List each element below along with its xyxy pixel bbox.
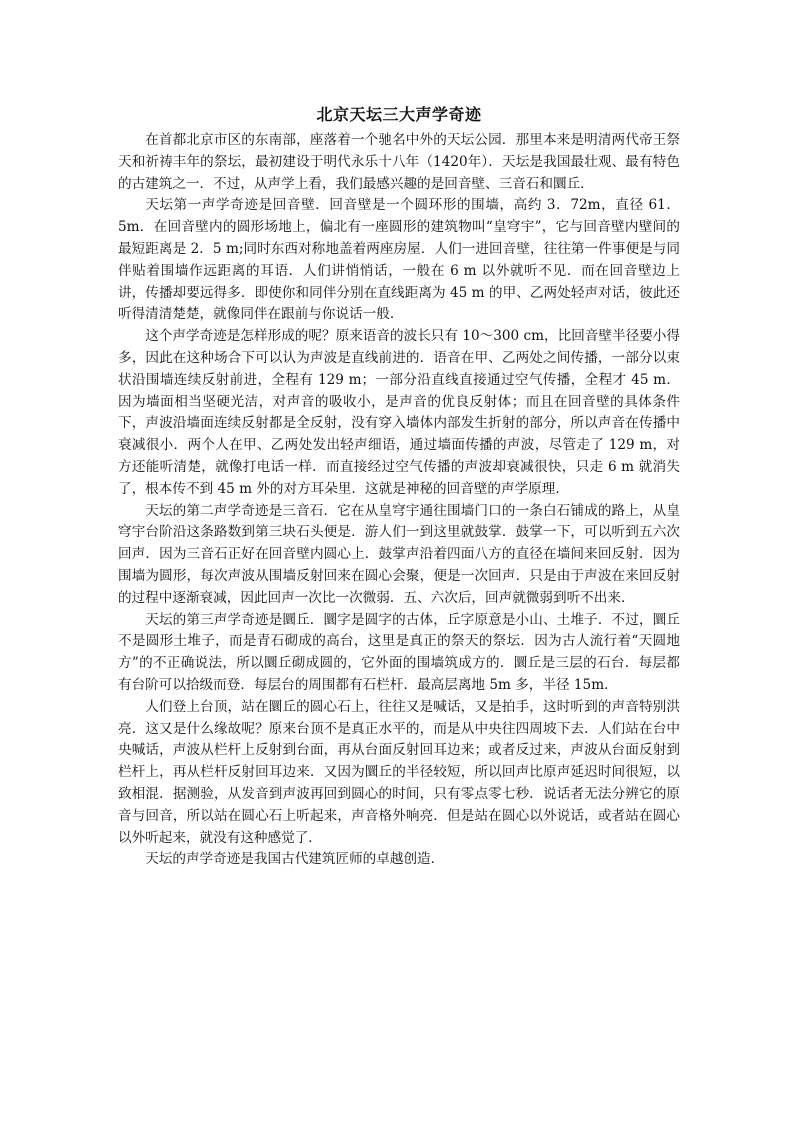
document-page: [118, 104, 680, 871]
paragraph-circular-mound-principle: 人们登上台顶，站在圜丘的圆心石上，往往又是喊话，又是拍手，这时听到的声音特别洪亮．这又是什么缘故呢？原来台顶不是真正水平的，而是从中央往四周坡下去．人们站在台中央喊话，声波从栏杆上反射到台面，再从台面反射回耳边来；或者反过来，声波从台面反射到栏杆上，再从栏杆反射回耳边来．又因为圜丘的半径较短，所以回声比原声延迟时间很短，以致相混．据测验，从发音到声波再回到圆心的时间，只有零点零七秒．说话者无法分辨它的原音与回音，所以站在圆心石上听起来，声音格外响亮．但是站在圆心以外说话，或者站在圆心以外听起来，就没有这种感觉了．: [118, 698, 680, 846]
paragraph-echo-wall-principle: 这个声学奇迹是怎样形成的呢？原来语音的波长只有 10～300 cm，比回音壁半径要小得多，因此在这种场合下可以认为声波是直线前进的．语音在甲、乙两处之间传播，一部分以束状沿围墙连续反射前进，全程有 129 m；一部分沿直线直接通过空气传播，全程才 45 m．因为墙面相当坚硬光洁，对声音的吸收小，是声音的优良反射体；而且在回音壁的具体条件下，声波沿墙面连续反射都是全反射，没有穿入墙体内部发生折射的部分，所以声音在传播中衰减很小．两个人在甲、乙两处发出轻声细语，通过墙面传播的声波，尽管走了 129 m，对方还能听清楚，就像打电话一样．而直接经过空气传播的声波却衰减很快，只走 6 m 就消失了，根本传不到 45 m 外的对方耳朵里．这就是神秘的回音壁的声学原理．: [118, 328, 680, 497]
paragraph-circular-mound: 天坛的第三声学奇迹是圜丘．圜字是圆字的古体，丘字原意是小山、土堆子．不过，圜丘不是圆形土堆子，而是青石砌成的高台，这里是真正的祭天的祭坛．因为古人流行着“天圆地方”的不正确说法，所以圜丘砌成圆的，它外面的围墙筑成方的．圜丘是三层的石台．每层都有台阶可以拾级而登．每层台的周围都有石栏杆．最高层离地 5m 多，半径 15m．: [118, 611, 680, 693]
paragraph-intro: 在首都北京市区的东南部，座落着一个驰名中外的天坛公园．那里本来是明清两代帝王祭天和祈祷丰年的祭坛，最初建设于明代永乐十八年（1420年）．天坛是我国最壮观、最有特色的古建筑之一．不过，从声学上看，我们最感兴趣的是回音壁、三音石和圜丘．: [118, 132, 680, 192]
paragraph-three-sound-stone: 天坛的第二声学奇迹是三音石．它在从皇穹宇通往围墙门口的一条白石铺成的路上，从皇穹宇台阶沿这条路数到第三块石头便是．游人们一到这里就鼓掌．鼓掌一下，可以听到五六次回声．因为三音石正好在回音壁内圆心上．鼓掌声沿着四面八方的直径在墙间来回反射．因为围墙为圆形，每次声波从围墙反射回来在圆心会聚，便是一次回声．只是由于声波在来回反射的过程中逐渐衰减，因此回声一次比一次微弱．五、六次后，回声就微弱到听不出来．: [118, 502, 680, 606]
paragraph-conclusion: 天坛的声学奇迹是我国古代建筑匠师的卓越创造．: [145, 851, 445, 868]
paragraph-echo-wall: 天坛第一声学奇迹是回音壁．回音壁是一个圆环形的围墙，高约 3．72m，直径 61．5m．在回音壁内的圆形场地上，偏北有一座圆形的建筑物叫“皇穹宇”，它与回音壁内壁间的最短距离是 2．5 m;同时东西对称地盖着两座房屋．人们一进回音壁，往往第一件事便是与同伴贴着围墙作远距离的耳语．人们讲悄悄话，一般在 6 m 以外就听不见．而在回音壁边上讲，传播却要远得多．即使你和同伴分别在直线距离为 45 m 的甲、乙两处轻声对话，彼此还听得清清楚楚，就像同伴在跟前与你说话一般．: [118, 197, 680, 323]
document-title: 北京天坛三大声学奇迹: [316, 105, 482, 124]
